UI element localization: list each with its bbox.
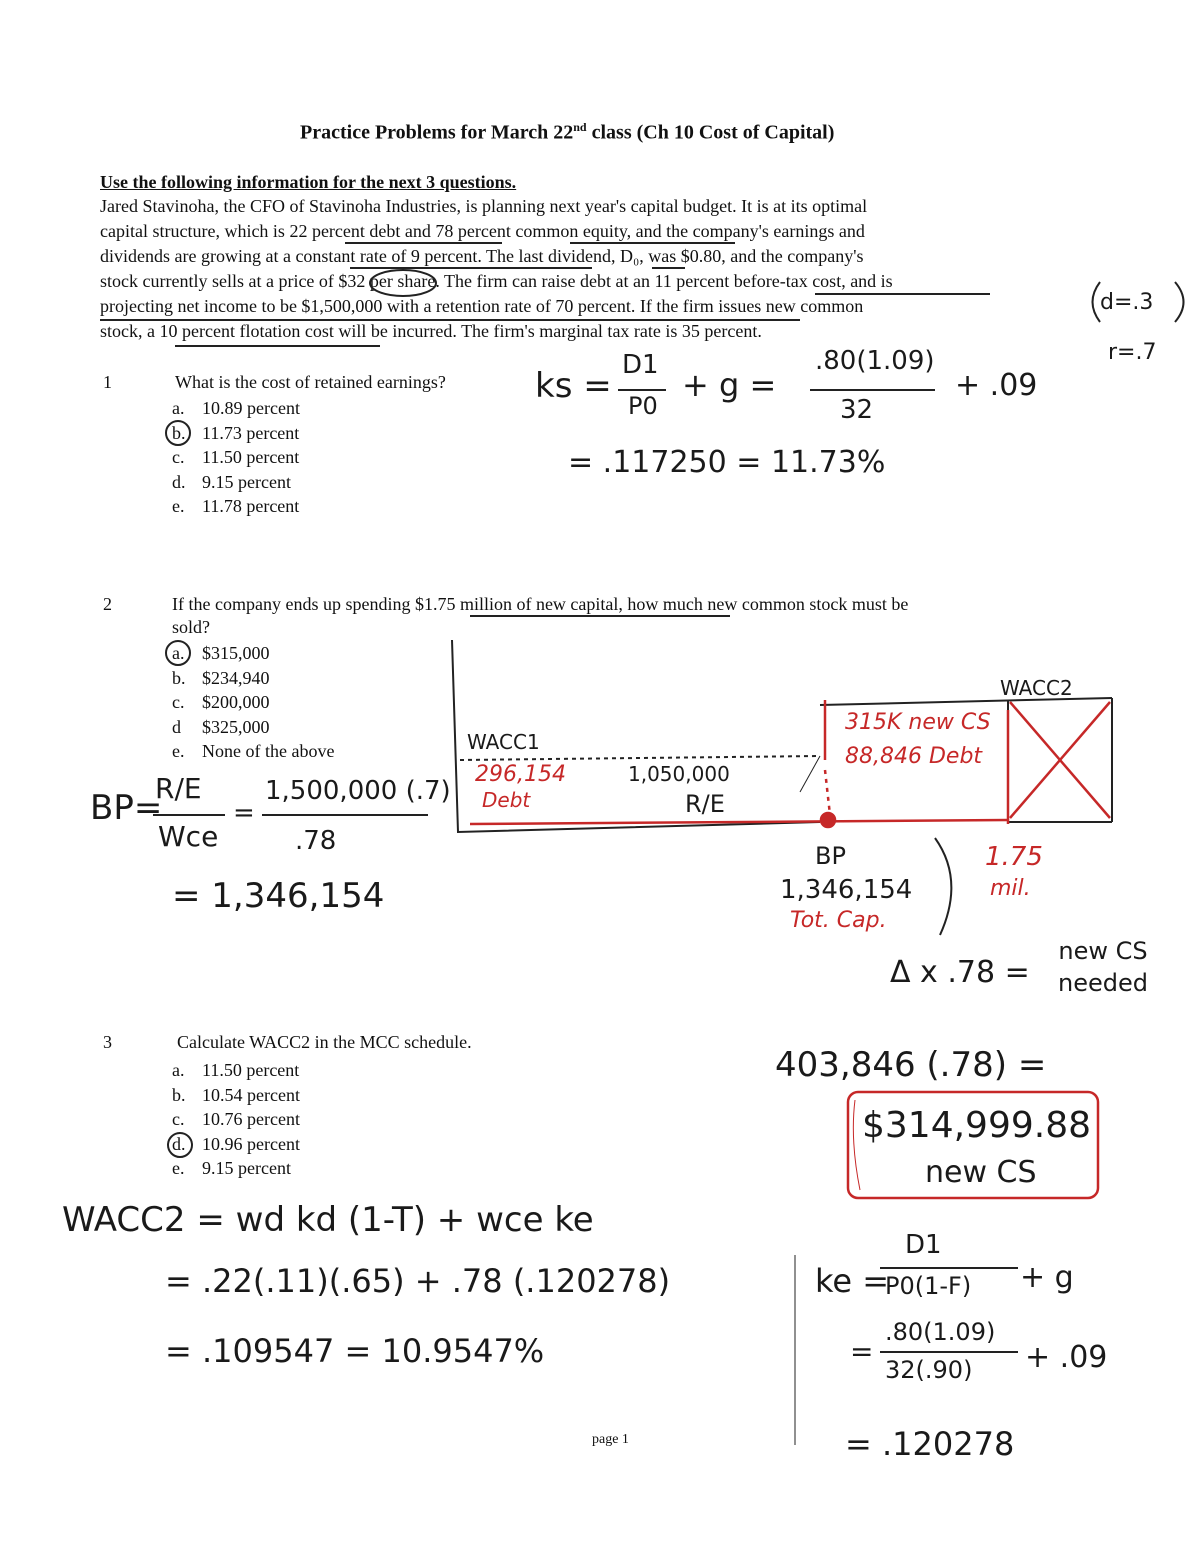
bracket-mark: [935, 838, 951, 935]
note-ks-result: = .117250 = 11.73%: [568, 445, 886, 480]
note-ke-den: P0(1-F): [885, 1272, 972, 1300]
note-ke-den2: 32(.90): [885, 1356, 973, 1384]
note-answer-sub: new CS: [925, 1155, 1037, 1190]
note-new-cs-needed: new CS needed: [1058, 937, 1148, 997]
intro-line: stock, a 10 percent flotation cost will be incurred. The firm's marginal tax rate is 35 percent.: [100, 321, 762, 341]
paren-mark: [1175, 282, 1184, 322]
answer-circle-a: [166, 641, 190, 665]
note-ke-eq: =: [850, 1335, 874, 1368]
intro-line: dividends are growing at a constant rate of 9 percent. The last dividend, D₀, was $0.80, and the company's: [100, 246, 864, 266]
option-item: c. $200,000: [172, 692, 270, 712]
note-ks: ks =: [535, 366, 612, 406]
note-ke-result: = .120278: [845, 1425, 1015, 1463]
option-item: c. 10.76 percent: [172, 1109, 300, 1129]
note-ks-plus: + .09: [955, 368, 1038, 403]
note-wacc2: WACC2: [1000, 676, 1073, 700]
note-delta: Δ x .78 =: [890, 955, 1030, 990]
note-bp-result: = 1,346,154: [172, 876, 385, 916]
option-item: b. 11.73 percent: [172, 422, 300, 443]
answer-circle-d: [168, 1133, 192, 1157]
question-3-number: 3: [103, 1032, 112, 1052]
question-3-text: Calculate WACC2 in the MCC schedule.: [177, 1032, 472, 1052]
intro-line: stock currently sells at a price of $32 per share. The firm can raise debt at an 11 percent before-tax cost, and is: [100, 271, 893, 291]
note-calc: 403,846 (.78) =: [775, 1045, 1047, 1085]
note-ks-p0: P0: [628, 392, 658, 420]
note-bp-num: 1,500,000 (.7): [265, 776, 451, 806]
note-bp-den: .78: [295, 826, 337, 856]
note-wacc2-formula: WACC2 = wd kd (1-T) + wce ke: [62, 1200, 594, 1240]
question-2-text: If the company ends up spending $1.75 million of new capital, how much new common stock must be: [172, 594, 909, 614]
note-ke-g: + g: [1020, 1260, 1074, 1295]
note-re-label: R/E: [685, 790, 725, 818]
note-bp-mark: BP: [815, 842, 846, 870]
note-ks-den: 32: [840, 395, 874, 425]
intro-line: capital structure, which is 22 percent debt and 78 percent common equity, and the company's earnings and: [100, 221, 865, 241]
note-ke-plus: + .09: [1025, 1340, 1108, 1375]
dash-mark: [800, 756, 820, 792]
note-bp-label: BP=: [90, 788, 163, 828]
circle-mark: [370, 270, 436, 296]
note-re-value: 1,050,000: [628, 762, 730, 786]
note-d: d=.3: [1100, 290, 1154, 315]
note-wacc2-step: = .22(.11)(.65) + .78 (.120278): [165, 1262, 671, 1300]
note-wacc1: WACC1: [467, 730, 540, 754]
mcc-red-dash: [825, 770, 830, 815]
note-debt1-label: Debt: [482, 788, 531, 812]
note-mil-label: mil.: [990, 876, 1031, 901]
question-2-number: 2: [103, 594, 112, 614]
bp-dot: [821, 813, 835, 827]
note-ks-g: + g =: [682, 366, 777, 404]
intro-heading: Use the following information for the next 3 questions.: [100, 172, 517, 192]
note-r: r=.7: [1108, 340, 1157, 365]
note-mil-value: 1.75: [985, 842, 1043, 872]
option-item: e. None of the above: [172, 741, 335, 761]
note-new-cs: 315K new CS: [845, 710, 991, 735]
option-item: a. 10.89 percent: [172, 398, 300, 418]
note-bp-re: R/E: [155, 772, 202, 805]
option-item: d $325,000: [172, 716, 270, 737]
box-mark: [853, 1100, 860, 1190]
question-1-number: 1: [103, 372, 112, 392]
note-ke-d1: D1: [905, 1230, 942, 1260]
option-item: b. 10.54 percent: [172, 1084, 300, 1105]
note-ks-d1: D1: [622, 350, 659, 380]
option-item: c. 11.50 percent: [172, 447, 300, 467]
option-item: e. 9.15 percent: [172, 1158, 291, 1178]
note-wacc2-result: = .109547 = 10.9547%: [165, 1332, 545, 1370]
note-answer: $314,999.88: [862, 1105, 1092, 1146]
question-1-text: What is the cost of retained earnings?: [175, 372, 446, 392]
option-item: e. 11.78 percent: [172, 496, 300, 516]
option-item: b. $234,940: [172, 667, 270, 688]
option-item: a. 11.50 percent: [172, 1060, 300, 1080]
page-title: Practice Problems for March 22nd class (Ch 10 Cost of Capital): [300, 120, 835, 144]
intro-line: projecting net income to be $1,500,000 with a retention rate of 70 percent. If the firm issues new common: [100, 296, 864, 316]
note-debt2: 88,846 Debt: [845, 744, 983, 769]
note-ks-num: .80(1.09): [815, 346, 935, 376]
option-item: a. $315,000: [172, 643, 270, 663]
note-ke-lhs: ke =: [815, 1262, 890, 1300]
note-bp-eq: =: [233, 798, 255, 828]
intro-line: Jared Stavinoha, the CFO of Stavinoha Industries, is planning next year's capital budget. It is at its optimal: [100, 196, 868, 216]
wacc1-line: [460, 756, 820, 760]
option-item: d. 9.15 percent: [172, 471, 291, 492]
note-tot-cap: Tot. Cap.: [790, 908, 887, 933]
note-bp-wce: Wce: [158, 820, 219, 853]
question-2-text-cont: sold?: [172, 617, 210, 637]
note-debt1-value: 296,154: [475, 762, 566, 787]
page-number: page 1: [592, 1432, 629, 1447]
paren-mark: [1093, 282, 1101, 322]
option-item: d. 10.96 percent: [172, 1133, 300, 1154]
note-ke-num: .80(1.09): [885, 1318, 996, 1346]
note-bp-total: 1,346,154: [780, 875, 913, 905]
answer-circle-b: [166, 421, 190, 445]
